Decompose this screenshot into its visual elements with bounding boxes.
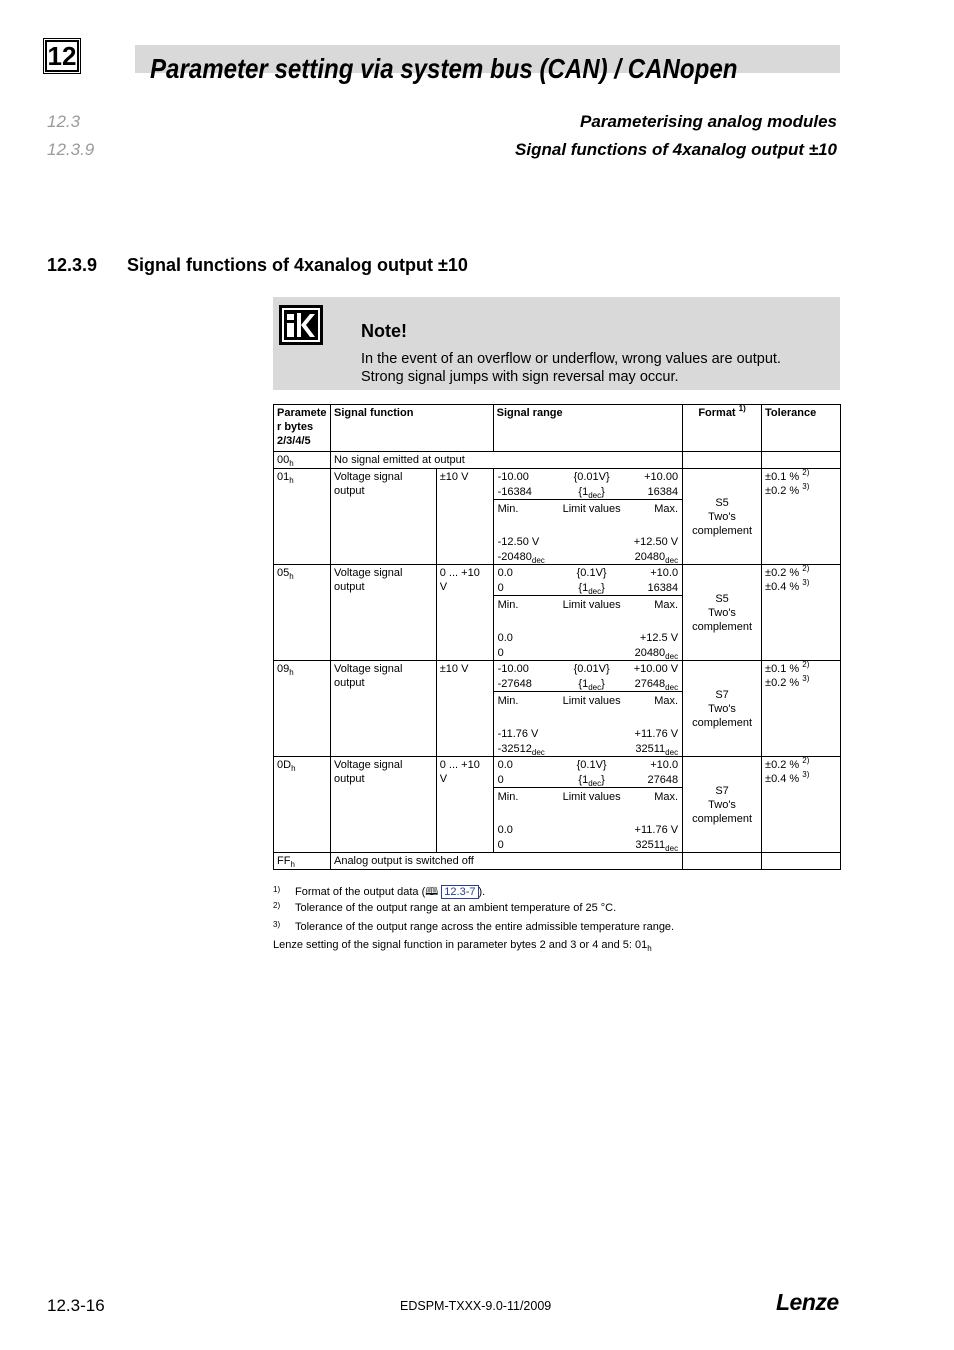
param-code: $00_h$ [274, 452, 331, 469]
signal-range [493, 469, 682, 565]
signal-range [493, 565, 682, 661]
section-number: 12.3 [47, 112, 81, 131]
format-cell: S7 Two's complement [683, 757, 762, 853]
table-row [274, 469, 841, 565]
signal-function: Voltage signal output [330, 661, 436, 757]
book-icon: 🕮 [425, 886, 439, 898]
signal-range [493, 757, 682, 853]
signal-range-label: ±10 V [436, 661, 493, 757]
signal-range-label: 0 ... +10 V [436, 565, 493, 661]
signal-function: Voltage signal output [330, 757, 436, 853]
signal-function: Analog output is switched off [330, 853, 682, 870]
param-code: $09_h$ [274, 661, 331, 757]
param-code: $0D_h$ [274, 757, 331, 853]
table-row [274, 757, 841, 853]
table-row [274, 565, 841, 661]
signal-range-label: ±10 V [436, 469, 493, 565]
signal-function: No signal emitted at output [330, 452, 682, 469]
heading-title: Signal functions of 4xanalog output ±10 [127, 255, 468, 275]
tolerance-cell: ±0.2 % $^{2)}$ ±0.4 % $^{3)}$ [762, 757, 841, 853]
page-heading [47, 255, 468, 276]
format-cell [683, 452, 762, 469]
chapter-number: 12 [45, 40, 79, 72]
page-number: 12.3-16 [47, 1296, 105, 1315]
document-code: EDSPM-TXXX-9.0-11/2009 [400, 1299, 552, 1313]
heading-number: 12.3.9 [47, 255, 98, 275]
subsection-number: 12.3.9 [47, 140, 95, 159]
footnote-ref: 1) [738, 404, 746, 413]
header-format: Format $^{1)}$ [683, 405, 762, 452]
note-text [361, 350, 831, 386]
section-title: Parameterising analog modules [580, 112, 837, 131]
signal-function: Voltage signal output [330, 565, 436, 661]
param-code: $FF_h$ [274, 853, 331, 870]
limit-values: Min. Limit values Max. 0.0 +12.5 V 0 $20480_{dec}$ [497, 599, 679, 661]
tolerance-cell: ±0.2 % $^{2)}$ ±0.4 % $^{3)}$ [762, 565, 841, 661]
table-header-row [274, 405, 841, 452]
tolerance-cell: ±0.1 % $^{2)}$ ±0.2 % $^{3)}$ [762, 469, 841, 565]
note-title: Note! [361, 321, 407, 341]
range-values: -10.00 {0.01V} +10.00 V -27648 $\{1_{dec}\}$ $27648_{dec}$ [494, 661, 682, 692]
header-param-bytes: Paramete r bytes 2/3/4/5 [274, 405, 331, 452]
note-line: In the event of an overflow or underflow, wrong values are output. [361, 351, 781, 367]
table-row [274, 853, 841, 870]
tolerance-cell [762, 853, 841, 870]
signal-range [493, 661, 682, 757]
footnote: 1) Format of the output data (🕮 12.3-7 ). [273, 885, 486, 898]
signal-range-label: 0 ... +10 V [436, 757, 493, 853]
format-cell [683, 853, 762, 870]
format-cell: S7 Two's complement [683, 661, 762, 757]
info-icon [279, 305, 323, 345]
header-signal-function: Signal function [330, 405, 493, 452]
chapter-title: Parameter setting via system bus (CAN) / CANopen [150, 53, 738, 84]
table-row [274, 661, 841, 757]
range-values: 0.0 {0.1V} +10.0 0 $\{1_{dec}\}$ 27648 [494, 757, 682, 788]
note-line: Strong signal jumps with sign reversal may occur. [361, 369, 679, 385]
signal-function-table [273, 404, 841, 870]
note-box [273, 297, 840, 390]
header-tolerance: Tolerance [762, 405, 841, 452]
range-values: 0.0 {0.1V} +10.0 0 $\{1_{dec}\}$ 16384 [494, 565, 682, 596]
lenze-setting: Lenze setting of the signal function in parameter bytes 2 and 3 or 4 and 5: $01_h$ [273, 939, 652, 953]
table-row [274, 452, 841, 469]
limit-values: Min. Limit values Max. -11.76 V +11.76 V $-32512_{dec}$ $32511_{dec}$ [497, 695, 679, 757]
format-cell: S5 Two's complement [683, 469, 762, 565]
param-code: $05_h$ [274, 565, 331, 661]
footnote: 3) Tolerance of the output range across the entire admissible temperature range. [273, 920, 675, 933]
param-code: $01_h$ [274, 469, 331, 565]
header-signal-range: Signal range [493, 405, 682, 452]
footnote: 2) Tolerance of the output range at an ambient temperature of 25 °C. [273, 901, 617, 914]
range-values: -10.00 {0.01V} +10.00 -16384 $\{1_{dec}\}$ 16384 [494, 469, 682, 500]
limit-values: Min. Limit values Max. 0.0 +11.76 V 0 $32511_{dec}$ [497, 791, 679, 853]
subsection-title: Signal functions of 4xanalog output ±10 [515, 140, 837, 159]
lenze-logo: Lenze [776, 1289, 839, 1315]
signal-function: Voltage signal output [330, 469, 436, 565]
cross-reference-link[interactable]: 12.3-7 [441, 885, 478, 899]
format-cell: S5 Two's complement [683, 565, 762, 661]
tolerance-cell [762, 452, 841, 469]
limit-values: Min. Limit values Max. -12.50 V +12.50 V $-20480_{dec}$ $20480_{dec}$ [497, 503, 679, 565]
tolerance-cell: ±0.1 % $^{2)}$ ±0.2 % $^{3)}$ [762, 661, 841, 757]
